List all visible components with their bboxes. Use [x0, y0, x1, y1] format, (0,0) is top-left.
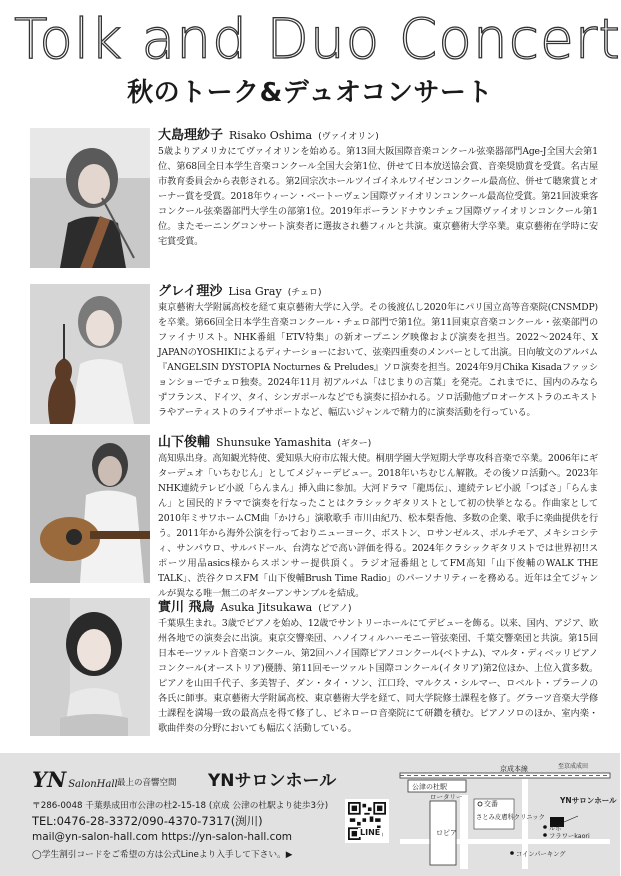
pianist-photo-icon	[30, 598, 150, 736]
artist-bio: 千葉県生まれ。3歳でピアノを始め、12歳でサントリーホールにてデビューを飾る。以来、国内、アジア、欧州各地での演奏会に出演。東京交響楽団、ハノイフィルハーモニー管弦楽団、千葉交響楽団と共演。第15回日本モーツァルト音楽コンクール、第2回ハノイ国際ピアノコンクール(ベトナム)、マルタ・ディベッリピアノコンクール(オーストリア)優勝、第11回モーツァルト国際コンクール(イタリア)第2位ほか、上位入賞多数。ピアノを山田千代子、多美智子、ダン・タイ・ソン、江口玲、マルクス・シルマー、ロベルト・プラーノの各氏に師事。東京藝術大学附属高校、東京藝術大学を経て、同大学院修士課程を修了。グラーツ音楽大学修士課程を満場一致の最高点を得て修了し、ピネローロ音楽院にて研鑽を積む。ピアノソロのほか、室内楽・歌曲伴奏の分野においても幅広く活動している。	[158, 618, 598, 734]
map-drawing	[400, 761, 617, 869]
cellist-photo-icon	[30, 284, 150, 424]
map-label-lopia: ロピア	[436, 829, 457, 837]
artist-photo-guitarist	[30, 435, 150, 583]
qr-line-label: LINE	[360, 828, 381, 837]
artist-photo-cellist	[30, 284, 150, 424]
concert-title-jp: 秋のトーク&デュオコンサート	[127, 78, 493, 108]
guitarist-photo-icon	[30, 435, 150, 583]
map-label-clinic: さとみ皮膚科クリニック	[476, 814, 545, 821]
map-label-venue: YNサロンホール	[560, 796, 617, 805]
hall-tagline: 最上の音響空間	[117, 778, 177, 788]
map-label-station: 公津の杜駅	[412, 783, 447, 791]
logo-mark: YN	[32, 767, 67, 792]
map-label-rail: 京成本線	[500, 765, 528, 773]
hall-name: YNサロンホール	[208, 771, 337, 791]
venue-logo	[32, 767, 118, 792]
map-label-rupo: ルポ	[549, 825, 562, 832]
venue-address: 〒286-0048 千葉県成田市公津の杜2-15-18 (京成 公津の杜駅より徒歩3分)	[32, 801, 329, 811]
artist-instrument: (ピアノ)	[318, 604, 352, 614]
artist-photo-violinist	[30, 128, 150, 268]
artist-name-jp: 山下俊輔	[158, 435, 211, 450]
map-label-direction: 至京成成田	[558, 763, 589, 770]
artist-name-jp: 實川 飛鳥	[158, 600, 215, 615]
student-discount-note: ◯学生割引コードをご希望の方は公式Lineより入手して下さい。▶	[32, 850, 293, 860]
map-label-flower: フラワーkaori	[549, 833, 590, 840]
venue-phone[interactable]: TEL:0476-28-3372/090-4370-7317(渕川)	[32, 814, 263, 828]
concert-title-en: Tolk and Duo Concert	[14, 7, 621, 71]
artist-name-en: Lisa Gray	[228, 285, 282, 298]
artist-name-jp: グレイ理沙	[158, 284, 223, 299]
map-label-police-box: 交番	[484, 800, 498, 808]
venue-contact-links[interactable]: mail@yn-salon-hall.com https://yn-salon-hall.com	[32, 831, 293, 843]
artist-bio: 高知県出身。高知観光特使、愛知県大府市広報大使。桐朋学園大学短期大学専攻科音楽で卒業。2006年にギターデュオ「いちむじん」としてメジャーデビュー。2018年いちむじん解散。その後ソロ活動へ。2023年NHK連続テレビ小説「らんまん」挿入曲に参加。大河ドラマ「龍馬伝」、連続テレビ小説「つばさ」「らんまん」と国民的ドラマで演奏を行なったことはクラシックギタリストとして初の快挙となる。作曲家として2010年ミサワホームCM曲「かけら」演歌歌手 市川由紀乃、松本梨香他、多数の企業、歌手に楽曲提供を行う。2011年から海外公演を行っておりニューヨーク、ボストン、ロサンゼルス、ポルチモア、メキシコシティ、サンパウロ、サルバドール、台湾などで高い評価を得る。2024年クラシックギタリストでは世界初!!スポーツ用品asics様からスポンサー提供頂く。ラジオ冠番組としてFM高知「山下俊輔のWALK THE TALK」、渋谷クロスFM「山下俊輔Brush Time Radio」のパーソナリティーを務める。近年は全てジャンルが異なる唯一無二のギターアンサンブルを結成。	[158, 453, 598, 599]
logo-subtext: SalonHall	[68, 779, 118, 790]
artist-instrument: (チェロ)	[287, 288, 322, 298]
artist-name-en: Risako Oshima	[229, 129, 313, 142]
access-map	[400, 761, 617, 869]
violinist-photo-icon	[30, 128, 150, 268]
artist-instrument: (ヴァイオリン)	[318, 132, 379, 142]
artist-instrument: (ギター)	[337, 439, 372, 449]
map-label-rotary: ロータリー	[430, 793, 463, 801]
artist-photo-pianist	[30, 598, 150, 736]
artist-name-en: Asuka Jitsukawa	[220, 601, 313, 614]
map-label-parking: コインパーキング	[516, 851, 566, 858]
artist-name-jp: 大島理紗子	[158, 128, 224, 143]
artist-bio: 5歳よりアメリカにてヴァイオリンを始める。第13回大阪国際音楽コンクール弦楽器部門Age-J全国大会第1位、第68回全日本学生音楽コンクール全国大会第1位、併せて日本放送協会賞、音楽奨励賞を受賞。名古屋市教育委員会から表彰される。第2回宗次ホールツイゴイネルワイゼンコンクール最高位、併せて聴衆賞とオーナー賞を受賞。2018年ウィーン・ベートーヴェン国際ヴァイオリンコンクール最高位受賞。第21回波乗客コンクール弦楽器部門大学生の部第1位。2019年ポーランドナウンチェフ国際ヴァイオリンコンクール第1位。またモーニングコンサート演奏者に選抜され藝フィルと共演。東京藝術大学卒業。東京藝術在学時に安宅賞受賞。	[158, 146, 598, 247]
venue-footer	[0, 753, 620, 876]
artist-name-en: Shunsuke Yamashita	[216, 436, 332, 449]
artist-bio: 東京藝術大学附属高校を経て東京藝術大学に入学。その後渡仏し2020年にパリ国立高等音楽院(CNSMDP)を卒業。第66回全日本学生音楽コンクール・チェロ部門で第1位。第11回東京音楽コンクール・弦楽部門のファイナリスト。NHK番組「ETV特集」の新オープニング映像および演奏を担当。2022〜2024年、X JAPANのYOSHIKIによるディナーショーにおいて、弦楽四重奏のメンバーとして出演。日向敏文のアルバム『ANGELSIN DYSTOPIA Nocturnes & Preludes』ソロ演奏を担当。2024年9月Chika Kisadaファッションショーでチェロ独奏。2024年11月 初アルバム「はじまりの言葉」を発売。これまでに、国内のみならずフランス、ドイツ、タイ、シンガポールなどでも演奏に招かれる。ソロ活動他プロオーケストラのエキストラやアーティストのライブサポートなど、幅広いジャンルで精力的に演奏活動を行っている。	[158, 302, 598, 418]
